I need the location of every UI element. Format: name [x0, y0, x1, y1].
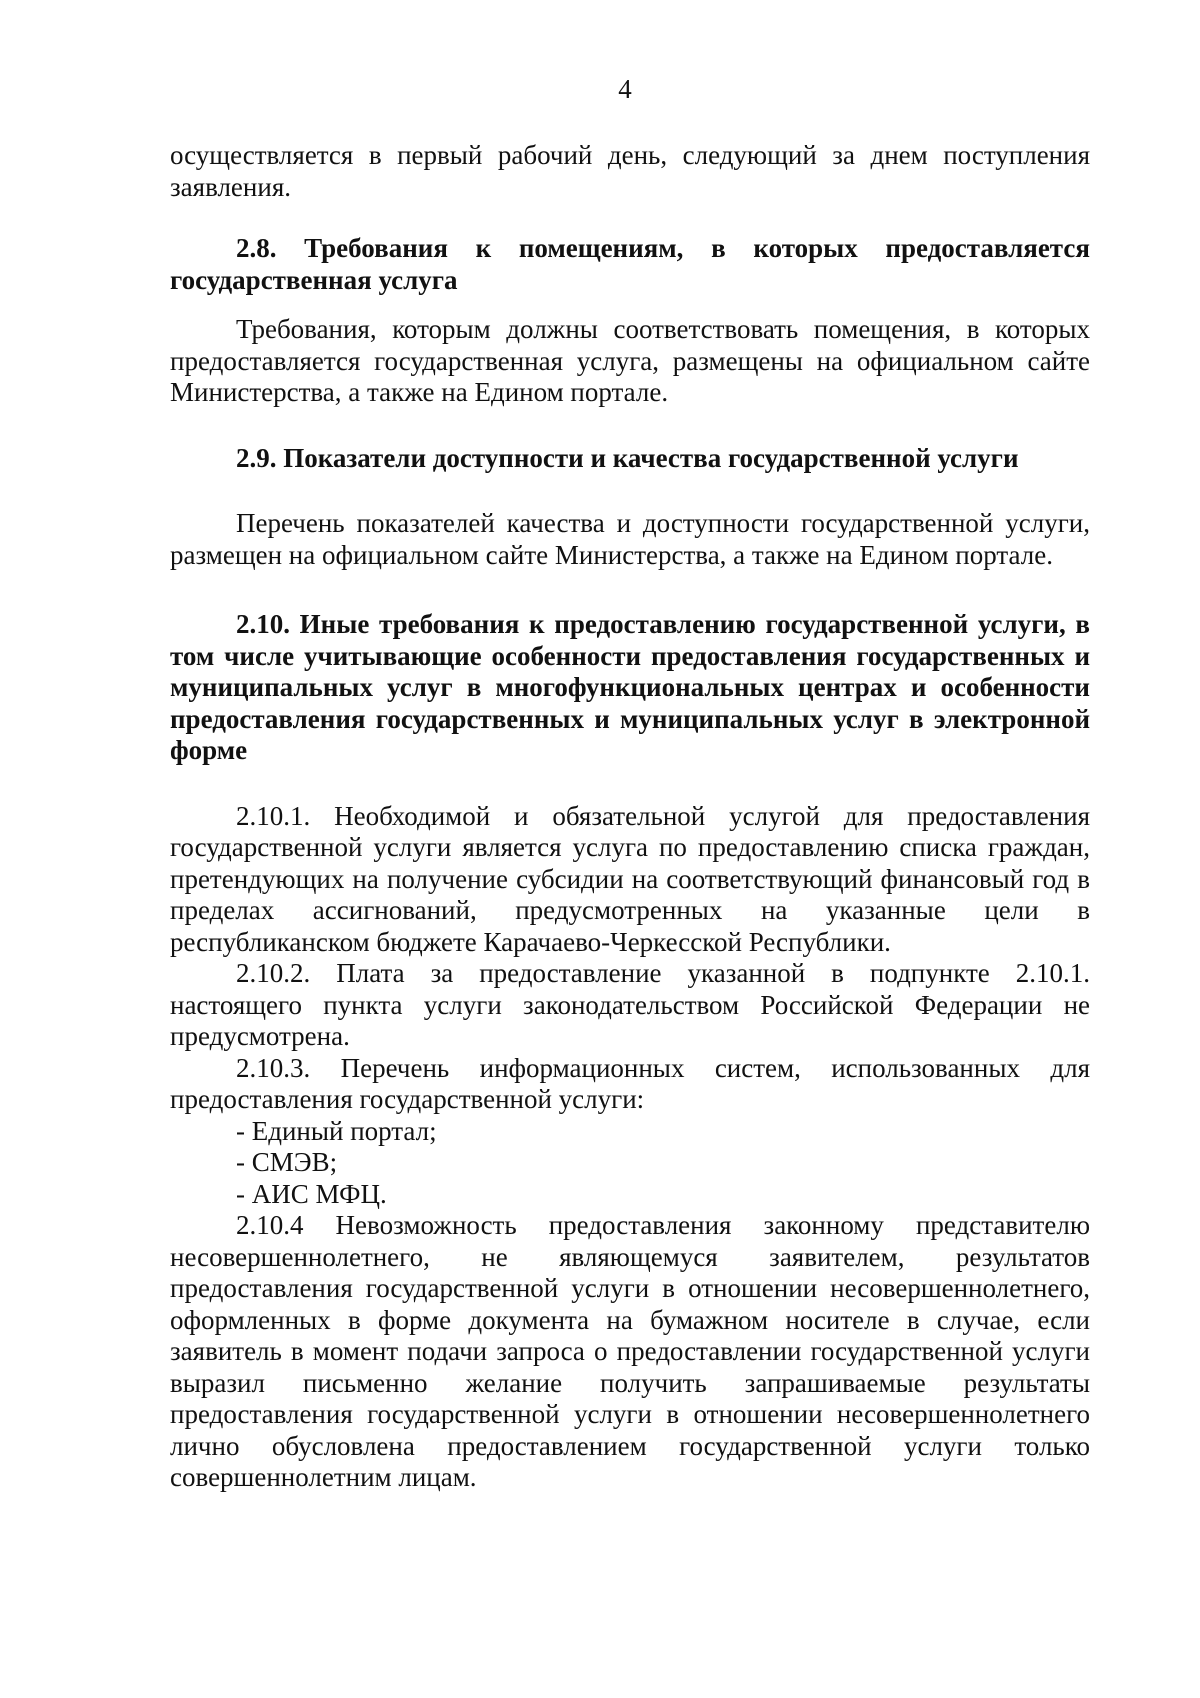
paragraph-2-10-4: 2.10.4 Невозможность предоставления законному представителю несовершеннолетнего, не являющемуся заявителем, результатов предоставления государственной услуги в отношении несовершеннолетнего, оформленных в форме документа на бумажном носителе в случае, если заявитель в момент подачи запроса о предоставлении государственной услуги выразил письменно желание получить запрашиваемые результаты предоставления государственной услуги в отношении несовершеннолетнего лично обусловлена предоставлением государственной услуги только совершеннолетним лицам.	[170, 1210, 1090, 1492]
intro-paragraph: осуществляется в первый рабочий день, следующий за днем поступления заявления.	[170, 140, 1090, 202]
section-2-9-text: Перечень показателей качества и доступности государственной услуги, размещен на официальном сайте Министерства, а также на Едином портале.	[170, 508, 1090, 570]
document-body	[170, 140, 1090, 1494]
paragraph-2-10-1: 2.10.1. Необходимой и обязательной услугой для предоставления государственной услуги является услуга по предоставлению списка граждан, претендующих на получение субсидии на соответствующий финансовый год в пределах ассигнований, предусмотренных на указанные цели в республиканском бюджете Карачаево-Черкесской Республики.	[170, 800, 1090, 957]
section-2-9-heading: 2.9. Показатели доступности и качества государственной услуги	[236, 442, 1019, 473]
section-2-8-text: Требования, которым должны соответствовать помещения, в которых предоставляется государственная услуга, размещены на официальном сайте Министерства, а также на Едином портале.	[170, 314, 1090, 407]
section-2-8-heading: 2.8. Требования к помещениям, в которых предоставляется государственная услуга	[170, 233, 1090, 295]
section-2-10-heading: 2.10. Иные требования к предоставлению государственной услуги, в том числе учитывающие особенности предоставления государственных и муниципальных услуг в многофункциональных центрах и особенности предоставления государственных и муниципальных услуг в электронной форме	[170, 609, 1090, 765]
paragraph-2-10-3: 2.10.3. Перечень информационных систем, использованных для предоставления государственной услуги:	[170, 1052, 1090, 1114]
system-list-item: - АИС МФЦ.	[236, 1178, 387, 1209]
page-number: 4	[618, 74, 632, 104]
system-list-item: - СМЭВ;	[236, 1147, 338, 1177]
paragraph-2-10-2: 2.10.2. Плата за предоставление указанной в подпункте 2.10.1. настоящего пункта услуги законодательством Российской Федерации не предусмотрена.	[170, 958, 1090, 1051]
system-list-item: - Единый портал;	[236, 1115, 437, 1146]
